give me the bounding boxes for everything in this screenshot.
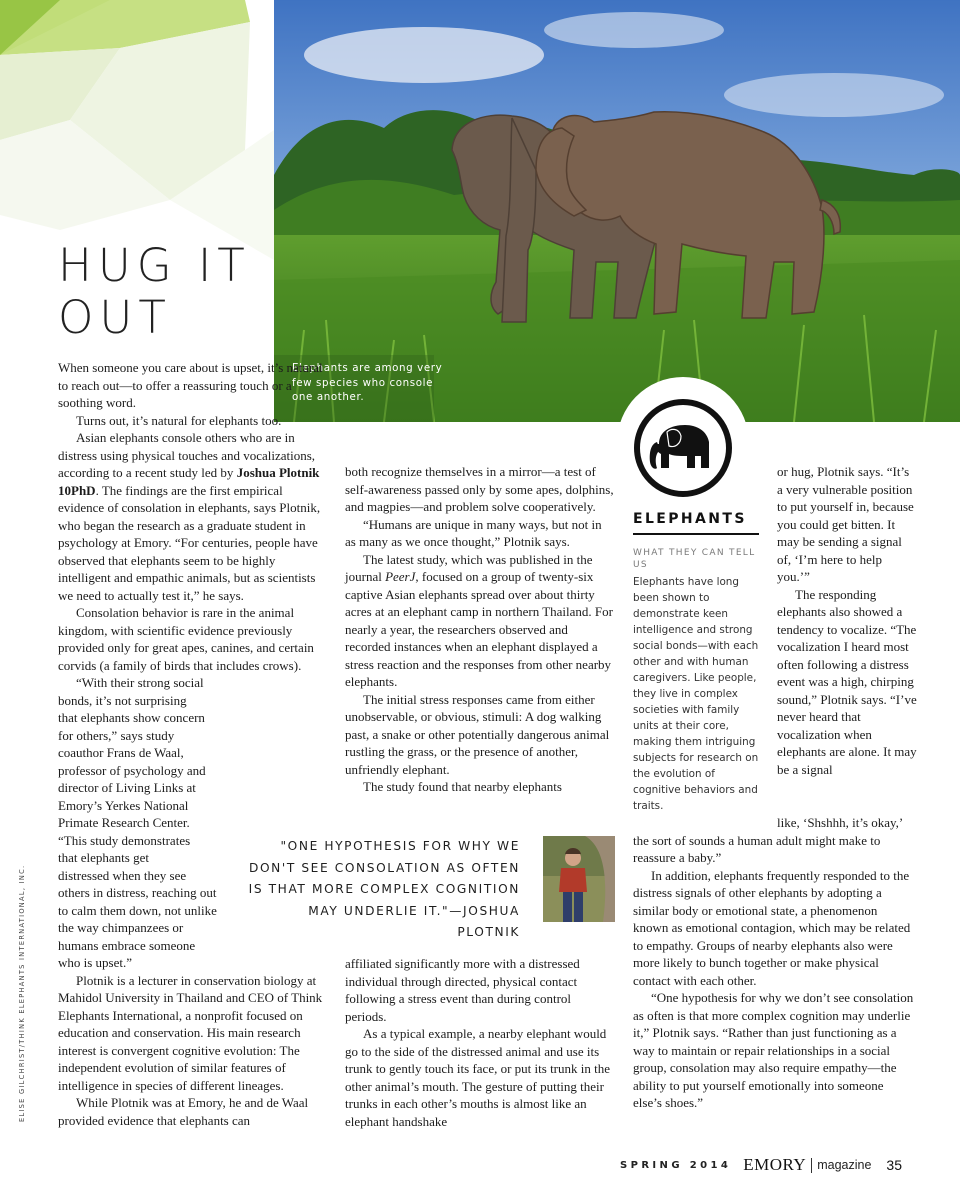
brand-divider (811, 1158, 812, 1173)
paragraph: While Plotnik was at Emory, he and de Waal provided evidence that elephants can (58, 1095, 309, 1128)
paragraph: Consolation behavior is rare in the animal kingdom, with scientific evidence previously provided only for great apes, canines, and certain corvids (a family of birds that includes crows). (58, 605, 314, 673)
paragraph-text: . The findings are the first empirical evidence of consolation in elephants, says Plotnik, who began the research as a graduate student in psychology at Emory. “For centuries, people have observed that elephants seem to be highly intelligent and empathic animals, but as scientists we need to actually test it,” he says. (58, 482, 321, 603)
headline-line-1: HUG IT (58, 239, 251, 292)
paragraph: “One hypothesis for why we don’t see consolation as often is that more complex cognition may underlie it,” Plotnik says. “Rather than just functioning as a way to maintain or repair relationships in a social group, consolation may also require empathy—the ability to put yourself emotionally into someone else’s shoes.” (633, 990, 914, 1110)
sidebar-title: ELEPHANTS (633, 511, 747, 527)
paragraph: The initial stress responses came from either unobservable, or obvious, stimuli: A dog walking past, a snake or other potentially dangerous animal rustling the grass, or the presence of another, unfriendly elephant. (345, 691, 610, 777)
article-column-3-continued (633, 814, 915, 1112)
article-column-2 (345, 463, 615, 796)
paragraph-text: Asian elephants console others who are in distress using physical touches and vocalizations, according to a recent study led by (58, 430, 316, 480)
paragraph: In addition, elephants frequently responded to the distress signals of other elephants by adopting a similar body or emotional state, a phenomenon known as emotional contagion, which may be related to empathy. Groups of nearby elephants also were more likely to bunch together or make physical contact with each other. (633, 867, 911, 988)
paragraph: “Humans are unique in many ways, but not in as many as we once thought,” Plotnik says. (345, 516, 602, 549)
photo-credit: ELISE GILCHRIST/THINK ELEPHANTS INTERNATIONAL, INC. (18, 864, 26, 1122)
paragraph: or hug, Plotnik says. “It’s a very vulnerable position to put yourself in, because you could get bitten. It may be sending a signal of, ‘I’m here to help you.’” (777, 464, 914, 584)
headline (58, 240, 251, 344)
journal-name: PeerJ (385, 569, 416, 584)
paragraph-continued: distressed when they see others in distress, reaching out to calm them down, not unlike the way chimpanzees or humans embrace someone who is upset.” (58, 867, 217, 970)
page-footer (620, 1154, 902, 1176)
issue-date: SPRING 2014 (620, 1159, 732, 1171)
researcher-name: Joshua Plotnik 10PhD (58, 465, 320, 498)
paragraph: both recognize themselves in a mirror—a test of self-awareness passed only by some apes, dolphins, and magpies—and problem solve cooperatively. (345, 464, 614, 514)
hero-photo-elephants (274, 0, 960, 422)
paragraph: like, ‘Shshhh, it’s okay,’ the sort of sounds a human adult might make to reassure a baby.” (633, 815, 903, 865)
paragraph (58, 429, 328, 604)
paragraph: The responding elephants also showed a tendency to vocalize. “The vocalization I heard most often following a distress event was a high, chirping sound,” Plotnik says. “I’ve never heard that vocalization when elephants are alone. It may be a signal (777, 586, 917, 777)
paragraph-text: , focused on a group of twenty-six captive Asian elephants spread over about thirty acres at an elephant camp in northern Thailand. For nearly a year, the researchers observed and recorded instances when an elephant displayed a stress reaction and the responses from other nearby elephants. (345, 569, 613, 689)
article-column-3 (777, 463, 917, 778)
article-column-2-continued (345, 955, 615, 1130)
decorative-geometric-shapes (0, 0, 300, 260)
paragraph: “With their strong social bonds, it’s not surprising that elephants show concern for others,” says study coauthor Frans de Waal, professor of psychology and director of Living Links at Emory’s Yerkes National Primate Research Center. “This study demonstrates that elephants get (58, 675, 206, 865)
pull-quote: "ONE HYPOTHESIS FOR WHY WE DON'T SEE CONSOLATION AS OFTEN IS THAT MORE COMPLEX COGNITION MAY UNDERLIE IT."—JOSHUA PLOTNIK (248, 839, 520, 939)
magazine-word: magazine (817, 1158, 872, 1172)
paragraph: When someone you care about is upset, it’s natural to reach out—to offer a reassuring touch or a soothing word. (58, 360, 323, 410)
paragraph: The study found that nearby elephants (363, 779, 562, 794)
paragraph: As a typical example, a nearby elephant would go to the side of the distressed animal and use its trunk to gently touch its face, or put its trunk in the other animal’s mouth. The gesture of putting their trunks in each other’s mouths is almost like an elephant handshake (345, 1026, 611, 1129)
article-column-1 (58, 359, 328, 1129)
paragraph-text: The latest study, which was published in the journal (345, 551, 593, 584)
sidebar-rule (633, 533, 759, 535)
magazine-brand: EMORY (743, 1155, 807, 1174)
sidebar-label: WHAT THEY CAN TELL US (633, 548, 756, 570)
paragraph: Plotnik is a lecturer in conservation biology at Mahidol University in Thailand and CEO of Think Elephants International, a nonprofit focused on education and conservation. His main research interest is convergent cognitive evolution: The independent evolution of similar features of intelligence in species of different lineages. (58, 972, 323, 1093)
photo-caption: Elephants are among very few species who console one another. (292, 362, 443, 403)
paragraph: affiliated significantly more with a distressed individual through directed, physical contact following a stress event than during control periods. (345, 956, 580, 1024)
elephant-icon (633, 398, 733, 498)
page-number: 35 (886, 1157, 902, 1173)
headline-line-2: OUT (58, 291, 172, 344)
portrait-photo-plotnik (543, 836, 615, 922)
paragraph (345, 551, 615, 691)
paragraph: Turns out, it’s natural for elephants too. (76, 412, 282, 428)
sidebar-text: Elephants have long been shown to demonstrate keen intelligence and strong social bonds—with each other and with human caregivers. Like people, they live in complex societies with family units at their core, making them intriguing subjects for research on the evolution of cognitive behaviors and traits. (633, 576, 759, 812)
